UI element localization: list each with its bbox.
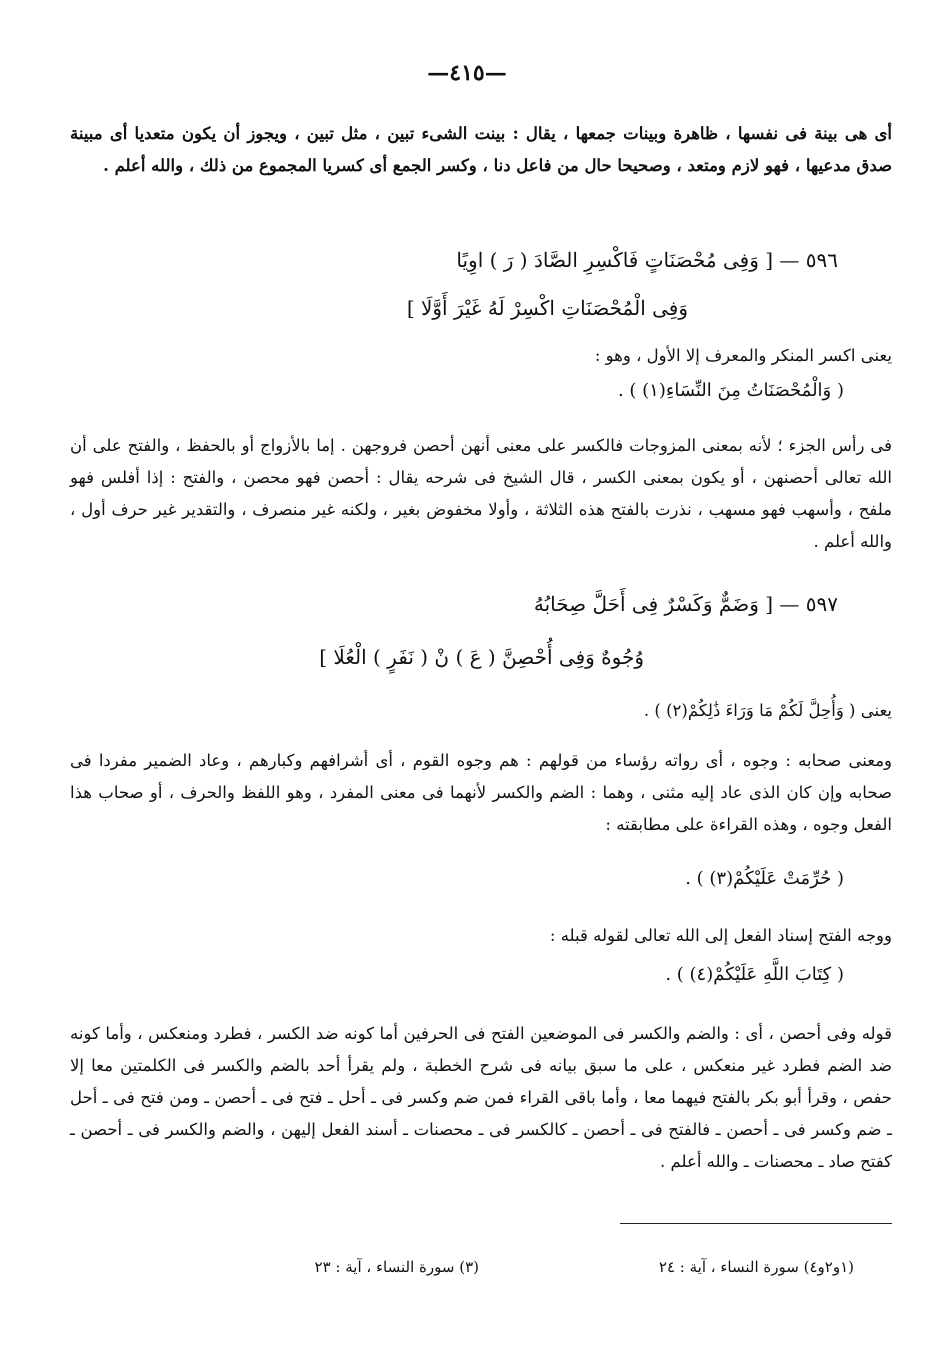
verse-597-line-1: ٥٩٧ — [ وَضَمٌّ وَكَسْرٌ فِى أَحَلَّ صِحَابُهُ: [533, 592, 838, 616]
footnote-left: (٣) سورة النساء ، آية : ٢٣: [314, 1258, 479, 1276]
verse-596-line-1: ٥٩٦ — [ وَفِى مُحْصَنَاتٍ فَاكْسِرِ الصَّادَ ( رَ ) اوِيًا: [456, 248, 838, 272]
paragraph-4: يعنى ( وَأُحِلَّ لَكُمْ مَا وَرَاءَ ذَٰلِكُمْ(٢) ) .: [643, 701, 892, 720]
paragraph-7: قوله وفى أحصن ، أى : والضم والكسر فى الموضعين الفتح فى الحرفين أما كونه ضد الكسر ، فطرد ومنعكس ، وأما كونه ضد الضم فطرد غير منعكس ، على ما سبق بيانه فى شرح الخطبة ، ولم يقرأ أحد بالضم والكسر فى الكلمتين معا إلا حفص ، وقرأ أبو بكر بالفتح فيهما معا ، وأما باقى القراء فمن ضم وكسر فى ـ أحل ـ فتح فى ـ أحصن ـ ومن فتح فى ـ أحل ـ ضم وكسر فى ـ أحصن ـ فالفتح فى ـ أحصن ـ كالكسر فى ـ محصنات ـ أسند الفعل إليهن ، والضم والكسر فى ـ أحصن ـ كفتح صاد ـ محصنات ـ والله أعلم .: [70, 1024, 892, 1171]
paragraph-1: أى هى بينة فى نفسها ، ظاهرة وبينات جمعها ، يقال : بينت الشىء تبين ، مثل تبين ، ويجوز أن يكون متعديا أى مبينة صدق مدعيها ، فهو لازم ومتعد ، وصحيحا حال من فاعل دنا ، وكسر الجمع أى كسريا المجموع من ذلك ، والله أعلم .: [70, 124, 892, 175]
paragraph-6: ووجه الفتح إسناد الفعل إلى الله تعالى لقوله قبله :: [549, 926, 892, 945]
footnote-right: (١و٢و٤) سورة النساء ، آية : ٢٤: [658, 1258, 854, 1276]
quran-quote-1: ( وَالْمُحْصَنَاتُ مِنَ النِّسَاءِ(١) ) .: [617, 380, 844, 401]
footnote-rule: [620, 1223, 892, 1224]
verse-596-line-2: وَفِى الْمُحْصَنَاتِ اكْسِرْ لَهُ غَيْرَ أَوَّلَا ]: [406, 296, 688, 320]
verse-597-line-2: وُجُوهٌ وَفِى أُحْصِنَّ ( عَ ) نْ ( نَفَرٍ ) الْعُلَا ]: [319, 645, 644, 669]
page-number: —٤١٥—: [427, 60, 507, 86]
quran-quote-2: ( حُرِّمَتْ عَلَيْكُمْ(٣) ) .: [685, 868, 844, 889]
paragraph-5: ومعنى صحابه : وجوه ، أى رواته رؤساء من قولهم : هم وجوه القوم ، أى أشرافهم وكبارهم ، وعاد الضمير مفردا فى صحابه وإن كان الذى عاد إليه مثنى ، وهما : الضم والكسر لأنهما فى معنى المفرد ، وهو اللفظ والحرف ، أو صحاب هذا الفعل وجوه ، وهذه القراءة على مطابقته :: [70, 751, 892, 834]
quran-quote-3: ( كِتَابَ اللَّهِ عَلَيْكُمْ(٤) ) .: [665, 964, 844, 985]
paragraph-3: فى رأس الجزء ؛ لأنه بمعنى المزوجات فالكسر على معنى أنهن أحصن فروجهن . إما بالأزواج أو بالحفظ ، والفتح على أن الله تعالى أحصنهن ، أو يكون بمعنى الكسر ، قال الشيخ فى شرحه يقال : أحصن فهو محصن ، والفتح : إذا أفلس فهو ملفح ، وأسهب فهو مسهب ، نذرت بالفتح هذه الثلاثة ، وأولا مخفوض بغير ، ولكنه غير منصرف ، والتقدير غير حرف أول ، والله أعلم .: [70, 436, 892, 551]
paragraph-2: يعنى اكسر المنكر والمعرف إلا الأول ، وهو :: [594, 346, 892, 365]
